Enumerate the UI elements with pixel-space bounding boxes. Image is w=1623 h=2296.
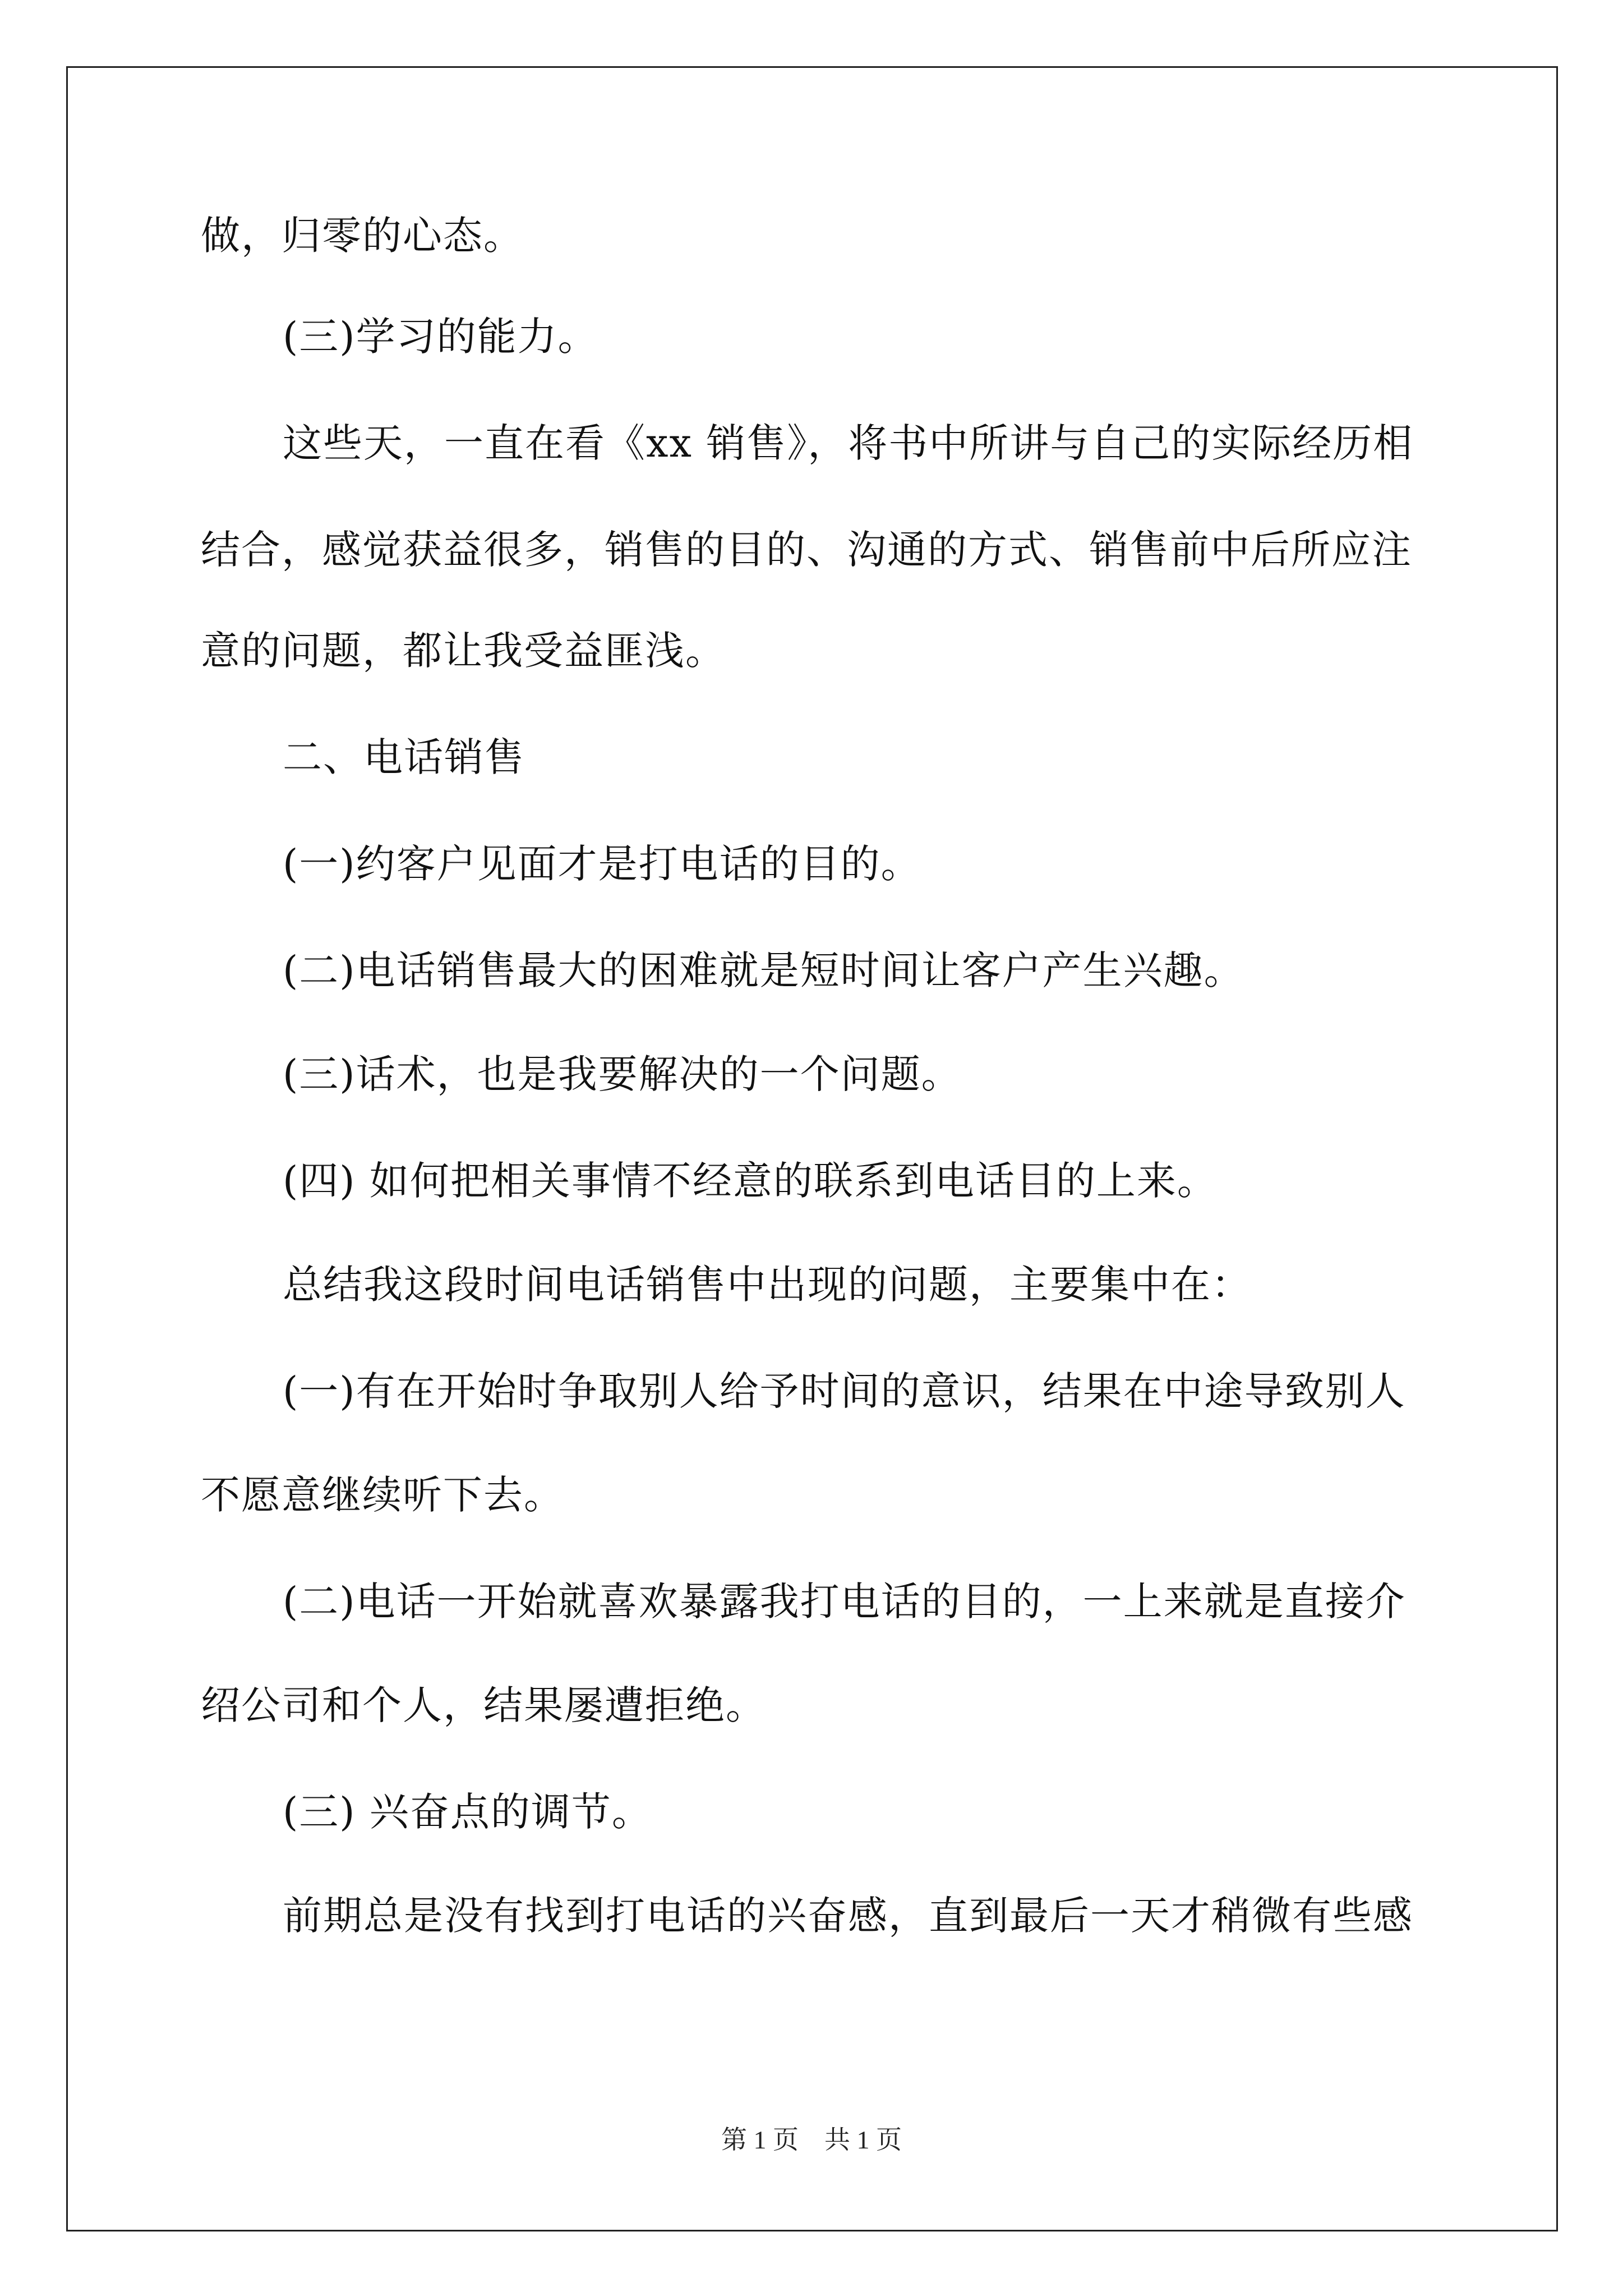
text-line: (二)电话销售最大的困难就是短时间让客户产生兴趣。 — [283, 947, 1244, 993]
text-line: 结合，感觉获益很多，销售的目的、沟通的方式、销售前中后所应注 — [201, 527, 1412, 573]
text-line: (三)学习的能力。 — [283, 314, 598, 360]
text-line: 意的问题，都让我受益匪浅。 — [201, 628, 726, 674]
text-line: 做，归零的心态。 — [201, 213, 524, 259]
section-heading: 二、电话销售 — [283, 734, 525, 780]
text-line: 前期总是没有找到打电话的兴奋感，直到最后一天才稍微有些感 — [283, 1893, 1413, 1939]
text-line: (一)有在开始时争取别人给予时间的意识，结果在中途导致别人 — [283, 1368, 1406, 1414]
text-line: (三)话术，也是我要解决的一个问题。 — [283, 1051, 962, 1097]
text-line: 总结我这段时间电话销售中出现的问题，主要集中在： — [283, 1262, 1252, 1308]
text-line: (三) 兴奋点的调节。 — [283, 1789, 652, 1835]
text-line: (一)约客户见面才是打电话的目的。 — [283, 841, 921, 887]
text-line: 这些天，一直在看《xx 销售》，将书中所讲与自己的实际经历相 — [283, 420, 1414, 466]
text-line: (四) 如何把相关事情不经意的联系到电话目的上来。 — [283, 1158, 1218, 1204]
text-line: 不愿意继续听下去。 — [201, 1472, 564, 1518]
text-line: (二)电话一开始就喜欢暴露我打电话的目的，一上来就是直接介 — [283, 1579, 1406, 1625]
text-line: 绍公司和个人，结果屡遭拒绝。 — [201, 1682, 766, 1728]
page-number-footer: 第 1 页 共 1 页 — [721, 2125, 902, 2154]
